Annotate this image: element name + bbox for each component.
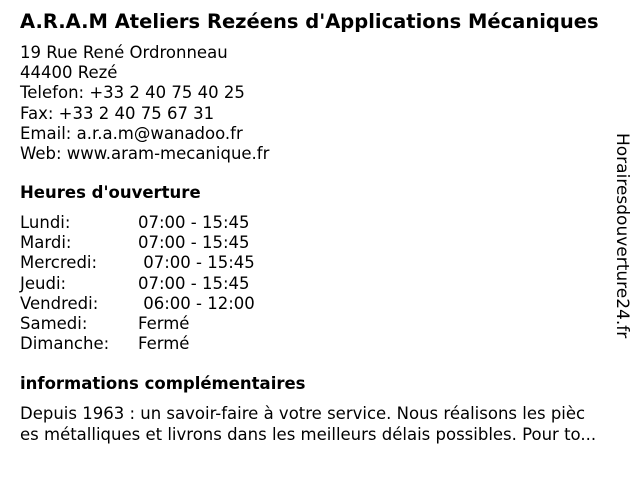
description-line: es métalliques et livrons dans les meilleurs délais possibles. Pour to...: [20, 425, 597, 444]
hours-row-saturday: [20, 314, 255, 334]
info-heading: informations complémentaires: [20, 374, 306, 393]
phone-line: Telefon: +33 2 40 75 40 25: [20, 83, 245, 103]
address-block: [20, 43, 269, 164]
hours-day: Vendredi:: [20, 293, 99, 313]
email-line: Email: a.r.a.m@wanadoo.fr: [20, 123, 243, 143]
hours-time: 07:00 - 15:45: [138, 233, 250, 253]
hours-day: Samedi:: [20, 313, 88, 333]
hours-row-tuesday: [20, 233, 255, 253]
hours-time: 06:00 - 12:00: [138, 293, 255, 313]
hours-time: Fermé: [138, 313, 190, 333]
hours-time: 07:00 - 15:45: [138, 253, 255, 273]
hours-time: 07:00 - 15:45: [138, 213, 250, 232]
hours-day: Mardi:: [20, 233, 72, 253]
city-line: 44400 Rezé: [20, 63, 118, 83]
description-line: Depuis 1963 : un savoir-faire à votre service. Nous réalisons les pièc: [20, 404, 586, 423]
hours-day: Jeudi:: [20, 273, 67, 293]
hours-time: 07:00 - 15:45: [138, 273, 250, 293]
watermark: [610, 133, 634, 345]
street-line: 19 Rue René Ordronneau: [20, 43, 228, 62]
hours-row-monday: [20, 213, 255, 233]
fax-line: Fax: +33 2 40 75 67 31: [20, 103, 215, 123]
web-line: Web: www.aram-mecanique.fr: [20, 143, 270, 163]
hours-day: Dimanche:: [20, 334, 110, 354]
hours-day: Mercredi:: [20, 253, 98, 273]
hours-day: Lundi:: [20, 213, 71, 232]
hours-heading: Heures d'ouverture: [20, 183, 201, 202]
watermark-text: Horairesdouverture24.fr: [612, 133, 632, 339]
hours-time: Fermé: [138, 334, 190, 354]
description-text: [20, 403, 630, 445]
hours-table: [20, 213, 255, 354]
page-title: A.R.A.M Ateliers Rezéens d'Applications Mécaniques: [20, 10, 599, 33]
hours-row-wednesday: [20, 253, 255, 273]
hours-row-friday: [20, 294, 255, 314]
hours-row-sunday: [20, 334, 255, 354]
hours-row-thursday: [20, 274, 255, 294]
